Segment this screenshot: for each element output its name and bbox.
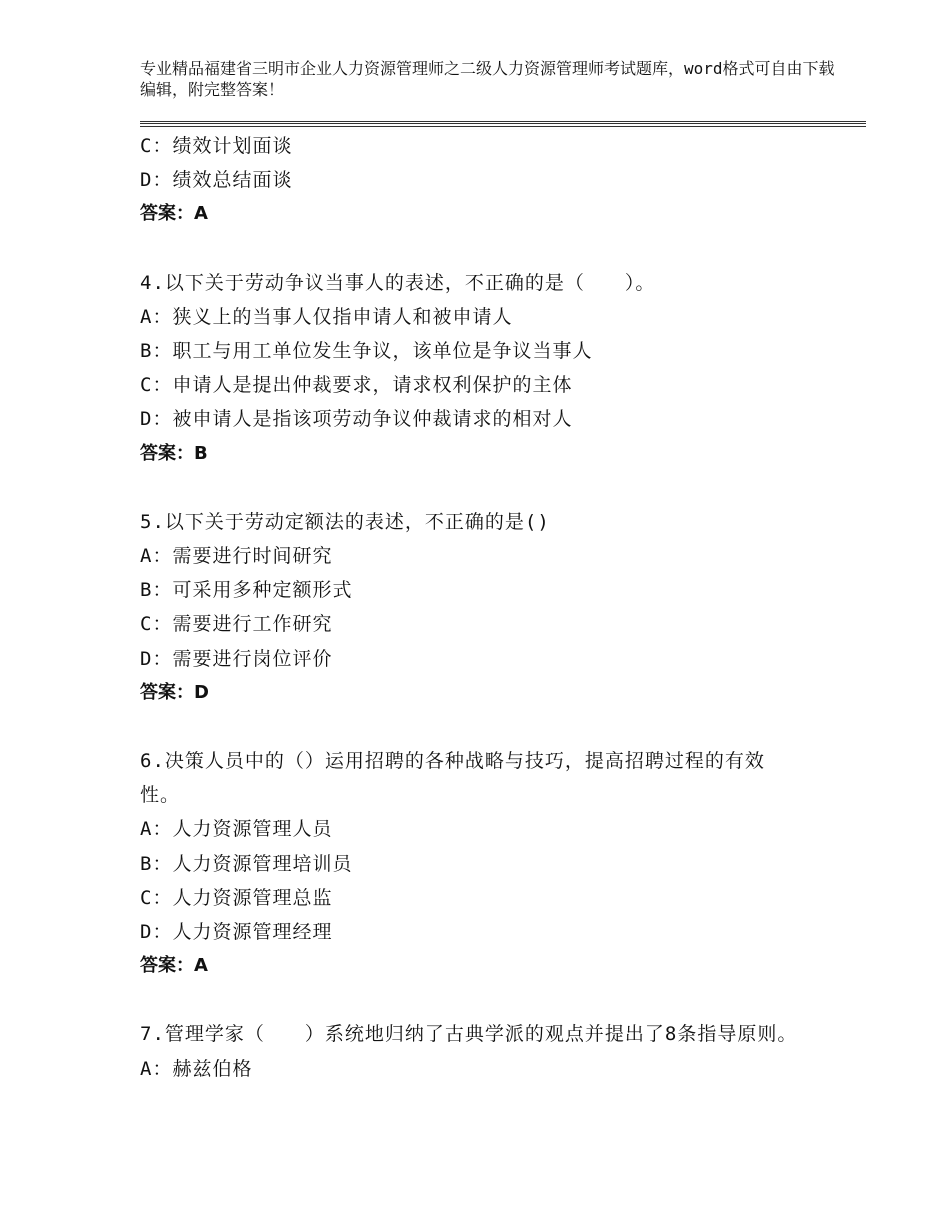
option-d: D：需要进行岗位评价 — [140, 647, 333, 670]
header-rule — [140, 121, 866, 124]
option-a: A：人力资源管理人员 — [140, 818, 333, 841]
answer: 答案：A — [140, 955, 208, 977]
spacer — [140, 232, 820, 266]
option-b: B：职工与用工单位发生争议，该单位是争议当事人 — [140, 340, 593, 363]
answer: 答案：D — [140, 681, 209, 703]
option-c: C：人力资源管理总监 — [140, 886, 333, 909]
question-6 — [140, 744, 820, 983]
question-4 — [140, 266, 820, 471]
option-d: D：被申请人是指该项劳动争议仲裁请求的相对人 — [140, 408, 573, 431]
option-d: D：绩效总结面谈 — [140, 169, 293, 192]
answer: 答案：A — [140, 203, 208, 225]
spacer — [140, 983, 820, 1017]
option-c: C：绩效计划面谈 — [140, 135, 293, 157]
question-continued — [140, 129, 820, 232]
header-rule-thin — [140, 126, 866, 127]
question-5 — [140, 505, 820, 710]
question-stem: 5.以下关于劳动定额法的表述，不正确的是() — [140, 510, 550, 533]
option-a: A：需要进行时间研究 — [140, 545, 333, 568]
option-b: B：人力资源管理培训员 — [140, 852, 353, 875]
option-c: C：申请人是提出仲裁要求，请求权利保护的主体 — [140, 374, 573, 397]
option-b: B：可采用多种定额形式 — [140, 579, 353, 602]
document-body — [140, 129, 820, 1086]
question-stem: 6.决策人员中的（）运用招聘的各种战略与技巧，提高招聘过程的有效性。 — [140, 750, 765, 807]
option-a: A：狭义上的当事人仅指申请人和被申请人 — [140, 305, 513, 328]
answer: 答案：B — [140, 442, 208, 464]
question-stem: 7.管理学家（ ）系统地归纳了古典学派的观点并提出了8条指导原则。 — [140, 1023, 798, 1046]
option-a: A：赫兹伯格 — [140, 1057, 253, 1080]
question-7 — [140, 1017, 820, 1085]
spacer — [140, 471, 820, 505]
spacer — [140, 710, 820, 744]
option-c: C：需要进行工作研究 — [140, 613, 333, 636]
page-header: 专业精品福建省三明市企业人力资源管理师之二级人力资源管理师考试题库，word格式可自由下载编辑，附完整答案！ — [140, 59, 835, 99]
question-stem: 4.以下关于劳动争议当事人的表述，不正确的是（ ）。 — [140, 271, 656, 294]
option-d: D：人力资源管理经理 — [140, 921, 333, 944]
